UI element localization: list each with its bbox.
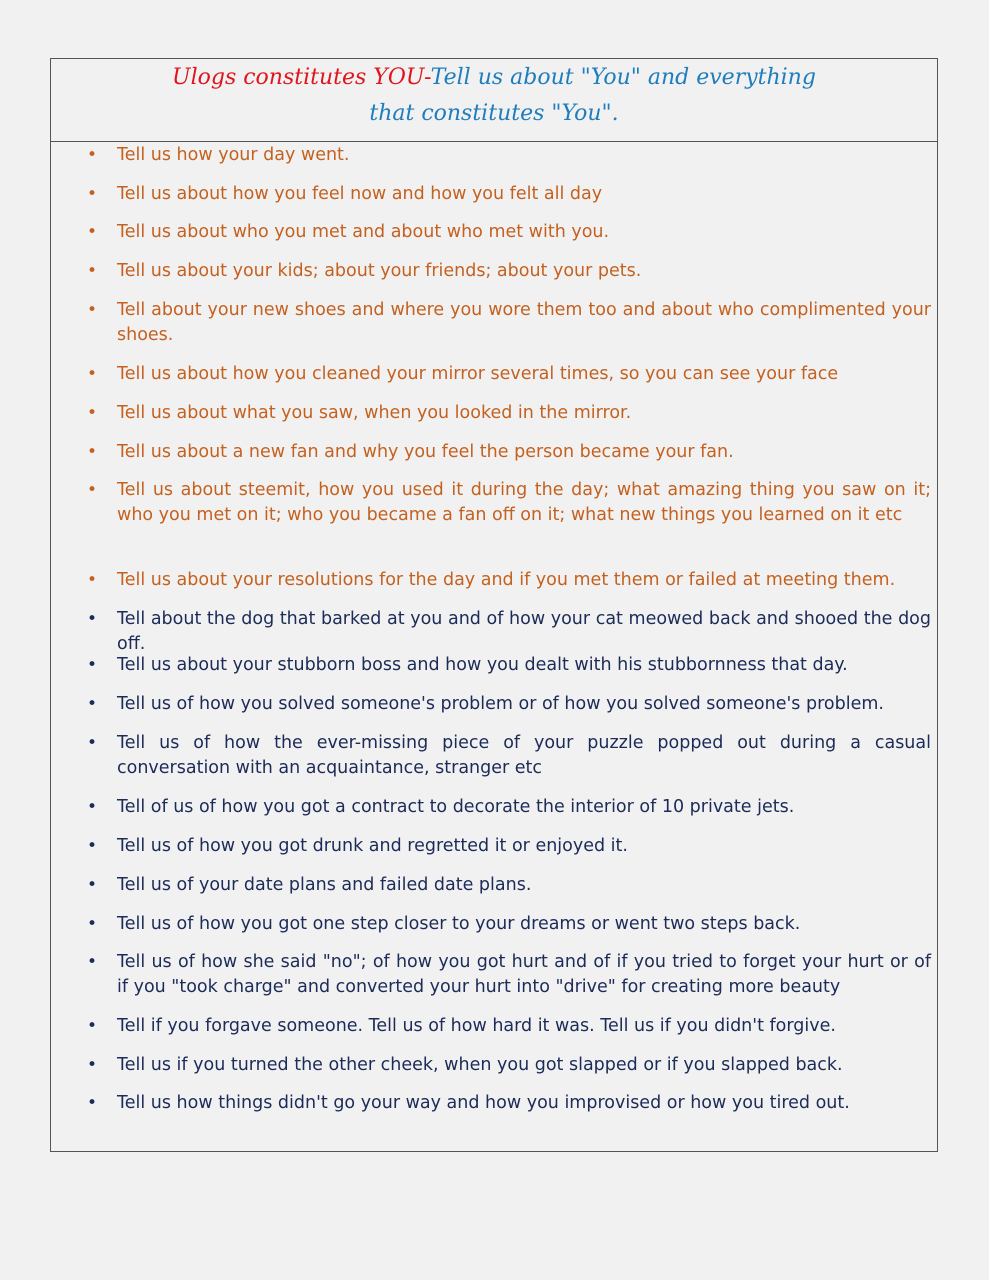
- bullet-icon: •: [87, 952, 98, 972]
- list-item-text: Tell us about your stubborn boss and how you dealt with his stubbornness that day.: [117, 655, 848, 675]
- bullet-icon: •: [87, 570, 98, 590]
- bullet-icon: •: [87, 403, 98, 423]
- bullet-icon: •: [87, 480, 98, 500]
- list-item-text: Tell of us of how you got a contract to decorate the interior of 10 private jets.: [117, 797, 795, 817]
- list-item-text: Tell us of how you got one step closer to your dreams or went two steps back.: [117, 914, 801, 934]
- bullet-icon: •: [87, 364, 98, 384]
- list-item-text: Tell us about who you met and about who met with you.: [117, 222, 610, 242]
- bullet-icon: •: [87, 609, 98, 629]
- bullet-icon: •: [87, 797, 98, 817]
- bullet-icon: •: [87, 261, 98, 281]
- bullet-icon: •: [87, 300, 98, 320]
- bullet-icon: •: [87, 875, 98, 895]
- bullet-icon: •: [87, 184, 98, 204]
- bullet-icon: •: [87, 1055, 98, 1075]
- list-item-text: Tell us about steemit, how you used it during the day; what amazing thing you saw on it; who you met on it; who you became a fan off on it; what new things you learned on it etc: [117, 480, 931, 525]
- title-blue-part-1: Tell us about "You" and everything: [430, 65, 816, 90]
- list-item-text: Tell us about your kids; about your friends; about your pets.: [117, 261, 642, 281]
- list-item-text: Tell about the dog that barked at you and of how your cat meowed back and shooed the dog off.: [117, 609, 931, 654]
- list-item-text: Tell us about a new fan and why you feel the person became your fan.: [117, 442, 734, 462]
- list-item-text: Tell us if you turned the other cheek, when you got slapped or if you slapped back.: [117, 1055, 843, 1075]
- bullet-icon: •: [87, 145, 98, 165]
- title-red-part: Ulogs constitutes YOU-: [172, 65, 431, 90]
- title-blue-part-2: that constitutes "You".: [369, 101, 619, 126]
- bullet-icon: •: [87, 1093, 98, 1113]
- bullet-icon: •: [87, 222, 98, 242]
- list-item-text: Tell us how your day went.: [117, 145, 350, 165]
- list-item-text: Tell if you forgave someone. Tell us of how hard it was. Tell us if you didn't forgive.: [117, 1016, 836, 1036]
- bullet-icon: •: [87, 914, 98, 934]
- list-item-text: Tell us of how you got drunk and regretted it or enjoyed it.: [117, 836, 628, 856]
- bullet-icon: •: [87, 442, 98, 462]
- bullet-icon: •: [87, 733, 98, 753]
- bullet-icon: •: [87, 655, 98, 675]
- list-item-text: Tell us of your date plans and failed date plans.: [117, 875, 532, 895]
- document-frame: [50, 58, 938, 1152]
- list-item-text: Tell us about how you feel now and how you felt all day: [117, 184, 603, 204]
- bullet-icon: •: [87, 836, 98, 856]
- list-item-text: Tell us of how the ever-missing piece of your puzzle popped out during a casual conversation with an acquaintance, stranger etc: [117, 733, 931, 778]
- bullet-icon: •: [87, 694, 98, 714]
- list-item-text: Tell us of how you solved someone's problem or of how you solved someone's problem.: [117, 694, 884, 714]
- list-item-text: Tell us how things didn't go your way and how you improvised or how you tired out.: [117, 1093, 850, 1113]
- list-item-text: Tell us about what you saw, when you looked in the mirror.: [117, 403, 632, 423]
- list-item-text: Tell us of how she said "no"; of how you got hurt and of if you tried to forget your hurt or of if you "took charge" and converted your hurt into "drive" for creating more beauty: [117, 952, 931, 997]
- title-block: [51, 59, 937, 142]
- list-item-text: Tell us about your resolutions for the day and if you met them or failed at meeting them.: [117, 570, 896, 590]
- title-line-1: [51, 60, 937, 96]
- title-line-2: [51, 96, 937, 132]
- list-item-text: Tell us about how you cleaned your mirror several times, so you can see your face: [117, 364, 839, 384]
- bullet-icon: •: [87, 1016, 98, 1036]
- list-item-text: Tell about your new shoes and where you wore them too and about who complimented your shoes.: [117, 300, 931, 345]
